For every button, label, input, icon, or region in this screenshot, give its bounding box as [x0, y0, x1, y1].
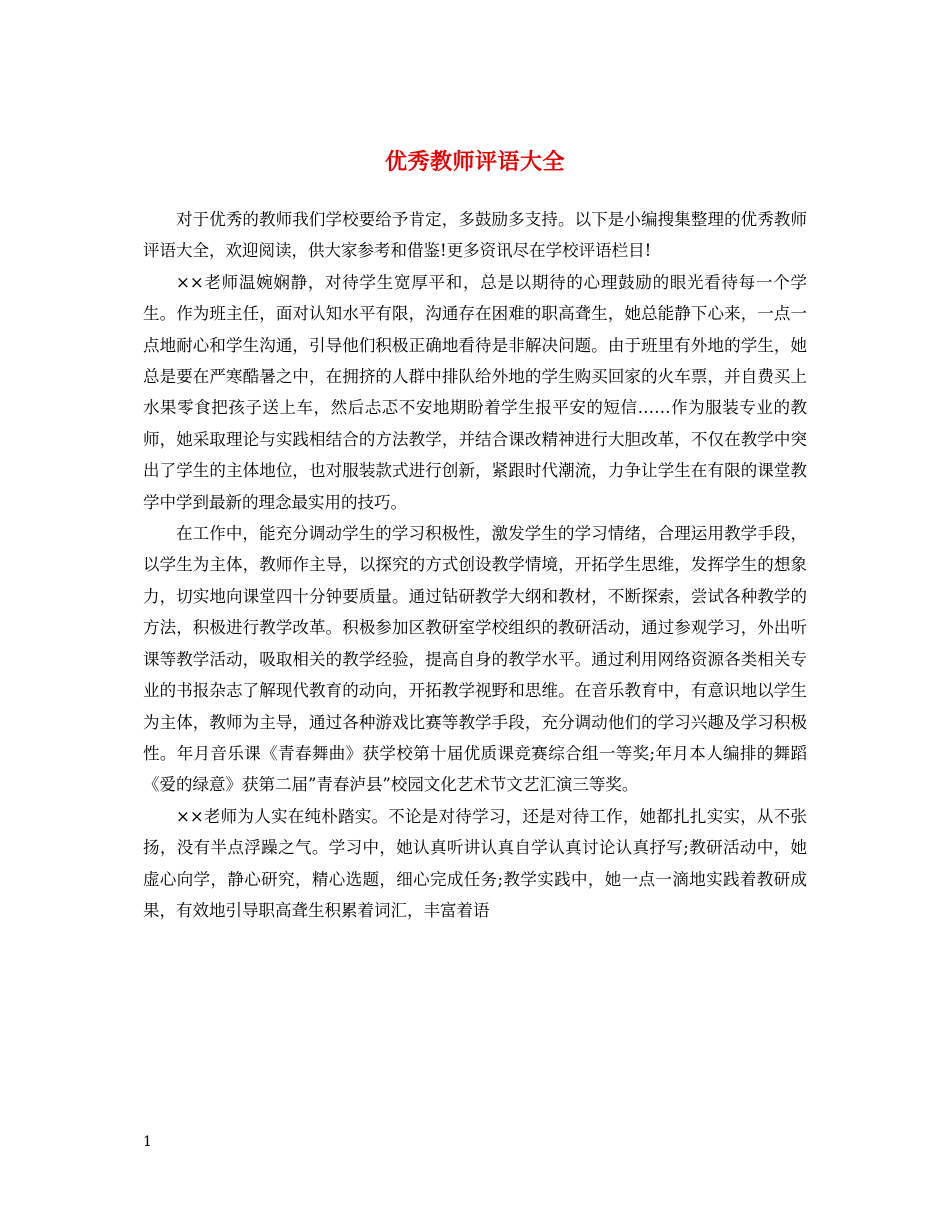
document-title: 优秀教师评语大全: [384, 148, 565, 175]
paragraph-teacher-evaluation-2: ××老师为人实在纯朴踏实。不论是对待学习，还是对待工作，她都扎扎实实，从不张扬，没有半点浮躁之气。学习中，她认真听讲认真自学认真讨论认真抒写;教研活动中，她虚心向学，静心研究，精心选题，细心完成任务;教学实践中，她一点一滴地实践着教研成果，有效地引导职高聋生积累着词汇，丰富着语: [143, 806, 807, 920]
paragraph-teacher-evaluation-1: ××老师温婉娴静，对待学生宽厚平和，总是以期待的心理鼓励的眼光看待每一个学生。作为班主任，面对认知水平有限，沟通存在困难的职高聋生，她总能静下心来，一点一点地耐心和学生沟通，引导他们积极正确地看待是非解决问题。由于班里有外地的学生，她总是要在严寒酷暑之中，在拥挤的人群中排队给外地的学生购买回家的火车票，并自费买上水果零食把孩子送上车，然后忐忑不安地期盼着学生报平安的短信……作为服装专业的教师，她采取理论与实践相结合的方法教学，并结合课改精神进行大胆改革，不仅在教学中突出了学生的主体地位，也对服装款式进行创新，紧跟时代潮流，力争让学生在有限的课堂教学中学到最新的理念最实用的技巧。: [143, 272, 807, 512]
page-number: 1: [143, 1134, 152, 1150]
document-body: [143, 204, 807, 926]
paragraph-intro: 对于优秀的教师我们学校要给予肯定，多鼓励多支持。以下是小编搜集整理的优秀教师评语大全，欢迎阅读，供大家参考和借鉴!更多资讯尽在学校评语栏目!: [143, 210, 807, 261]
paragraph-teaching-work: 在工作中，能充分调动学生的学习积极性，激发学生的学习情绪，合理运用教学手段，以学生为主体，教师作主导，以探究的方式创设教学情境，开拓学生思维，发挥学生的想象力，切实地向课堂四十分钟要质量。通过钻研教学大纲和教材，不断探索，尝试各种教学的方法，积极进行教学改革。积极参加区教研室学校组织的教研活动，通过参观学习，外出听课等教学活动，吸取相关的教学经验，提高自身的教学水平。通过利用网络资源各类相关专业的书报杂志了解现代教育的动向，开拓教学视野和思维。在音乐教育中，有意识地以学生为主体，教师为主导，通过各种游戏比赛等教学手段，充分调动他们的学习兴趣及学习积极性。年月音乐课《青春舞曲》获学校第十届优质课竞赛综合组一等奖;年月本人编排的舞蹈《爱的绿意》获第二届”青春泸县”校园文化艺术节文艺汇演三等奖。: [143, 524, 807, 795]
